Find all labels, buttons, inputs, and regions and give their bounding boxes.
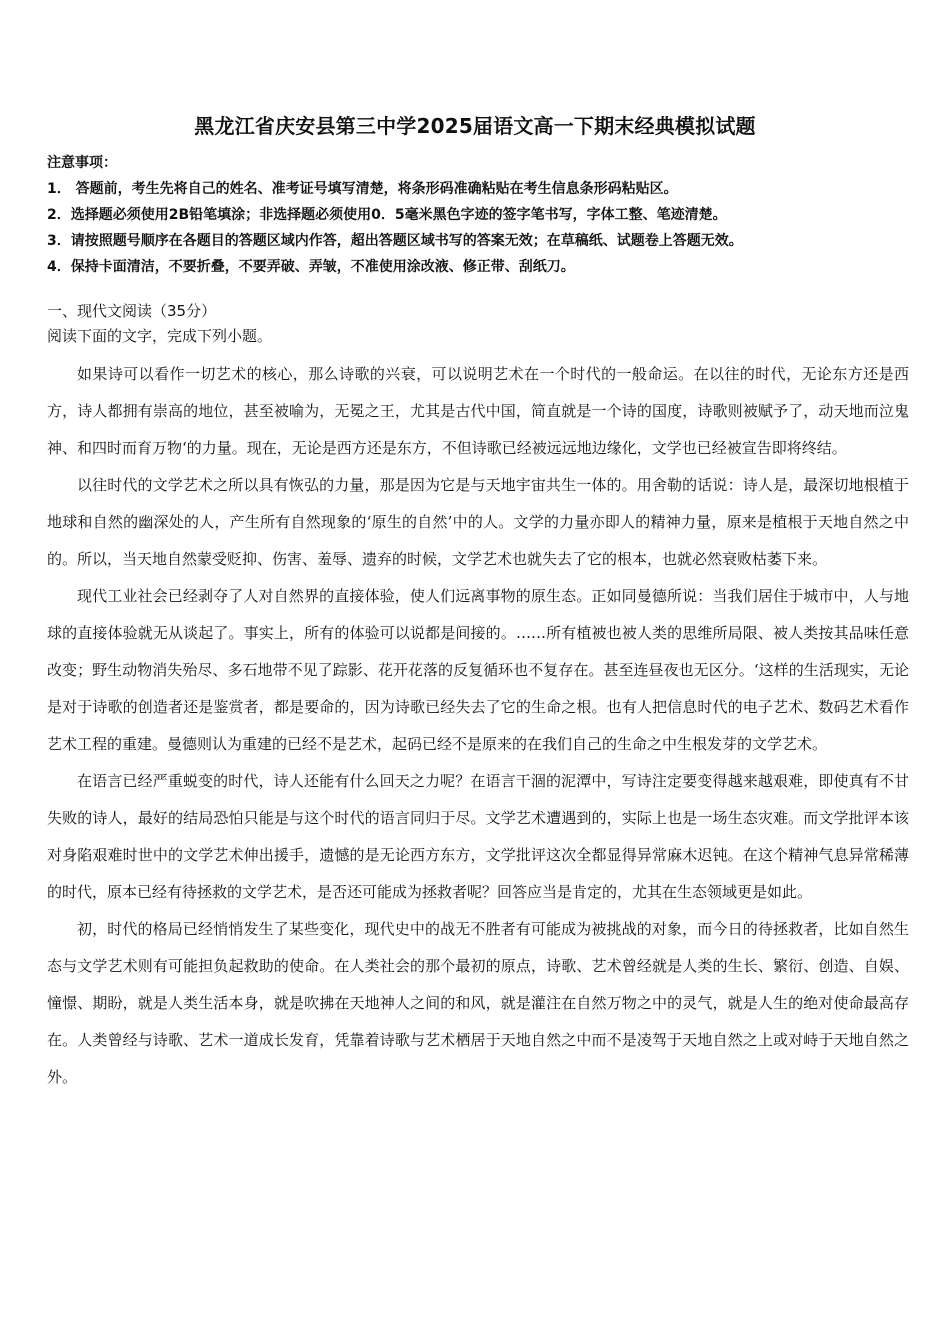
passage-paragraph: 初，时代的格局已经悄悄发生了某些变化，现代史中的战无不胜者有可能成为被挑战的对象，而今日的待拯救者，比如自然生态与文学艺术则有可能担负起救助的使命。在人类社会的那个最初的原点，诗歌、艺术曾经就是人类的生长、繁衍、创造、自娱、憧憬、期盼，就是人类生活本身，就是吹拂在天地神人之间的和风，就是灌注在自然万物之中的灵气，就是人生的绝对使命最高存在。人类曾经与诗歌、艺术一道成长发育，凭靠着诗歌与艺术栖居于天地自然之中而不是凌驾于天地自然之上或对峙于天地自然之外。 bbox=[47, 920, 909, 1086]
reading-passage bbox=[47, 356, 909, 1096]
section-instruction: 阅读下面的文字，完成下列小题。 bbox=[47, 327, 273, 345]
notice-block bbox=[47, 152, 907, 280]
passage-paragraph: 如果诗可以看作一切艺术的核心，那么诗歌的兴衰，可以说明艺术在一个时代的一般命运。在以往的时代，无论东方还是西方，诗人都拥有崇高的地位，甚至被喻为，无冕之王，尤其是古代中国，简直就是一个诗的国度，诗歌则被赋予了，动天地而泣鬼神、和四时而育万物‘的力量。现在，无论是西方还是东方，不但诗歌已经被远远地边缘化，文学也已经被宣告即将终结。 bbox=[47, 365, 909, 457]
passage-paragraph: 现代工业社会已经剥夺了人对自然界的直接体验，使人们远离事物的原生态。正如同曼德所说：当我们居住于城市中，人与地球的直接体验就无从谈起了。事实上，所有的体验可以说都是间接的。……所有植被也被人类的思维所局限、被人类按其品味任意改变；野生动物消失殆尽、多石地带不见了踪影、花开花落的反复循环也不复存在。甚至连昼夜也无区分。‘这样的生活现实，无论是对于诗歌的创造者还是鉴赏者，都是要命的，因为诗歌已经失去了它的生命之根。也有人把信息时代的电子艺术、数码艺术看作艺术工程的重建。曼德则认为重建的已经不是艺术，起码已经不是原来的在我们自己的生命之中生根发芽的文学艺术。 bbox=[47, 587, 909, 753]
passage-paragraph: 在语言已经严重蜕变的时代，诗人还能有什么回天之力呢？在语言干涸的泥潭中，写诗注定要变得越来越艰难，即使真有不甘失败的诗人，最好的结局恐怕只能是与这个时代的语言同归于尽。文学艺术遭遇到的，实际上也是一场生态灾难。而文学批评本该对身陷艰难时世中的文学艺术伸出援手，遗憾的是无论西方东方，文学批评这次全都显得异常麻木迟钝。在这个精神气息异常稀薄的时代，原本已经有待拯救的文学艺术，是否还可能成为拯救者呢？回答应当是肯定的，尤其在生态领域更是如此。 bbox=[47, 772, 909, 901]
passage-paragraph: 以往时代的文学艺术之所以具有恢弘的力量，那是因为它是与天地宇宙共生一体的。用舍勒的话说：诗人是，最深切地根植于地球和自然的幽深处的人，产生所有自然现象的‘原生的自然’中的人。文学的力量亦即人的精神力量，原来是植根于天地自然之中的。所以，当天地自然蒙受贬抑、伤害、羞辱、遗弃的时候，文学艺术也就失去了它的根本，也就必然衰败枯萎下来。 bbox=[47, 476, 909, 568]
notice-item: 3．请按照题号顺序在各题目的答题区域内作答，超出答题区域书写的答案无效；在草稿纸、试题卷上答题无效。 bbox=[47, 233, 743, 249]
document-title: 黑龙江省庆安县第三中学2025届语文高一下期末经典模拟试题 bbox=[194, 114, 756, 138]
notice-item: 2．选择题必须使用2B铅笔填涂；非选择题必须使用0．5毫米黑色字迹的签字笔书写，字体工整、笔迹清楚。 bbox=[47, 207, 727, 223]
notice-item: 4．保持卡面清洁，不要折叠，不要弄破、弄皱，不准使用涂改液、修正带、刮纸刀。 bbox=[47, 259, 575, 275]
section-heading: 一、现代文阅读（35分） bbox=[47, 302, 217, 320]
notice-heading: 注意事项： bbox=[47, 155, 117, 171]
notice-item: 1． 答题前，考生先将自己的姓名、准考证号填写清楚，将条形码准确粘贴在考生信息条形码粘贴区。 bbox=[47, 181, 678, 197]
